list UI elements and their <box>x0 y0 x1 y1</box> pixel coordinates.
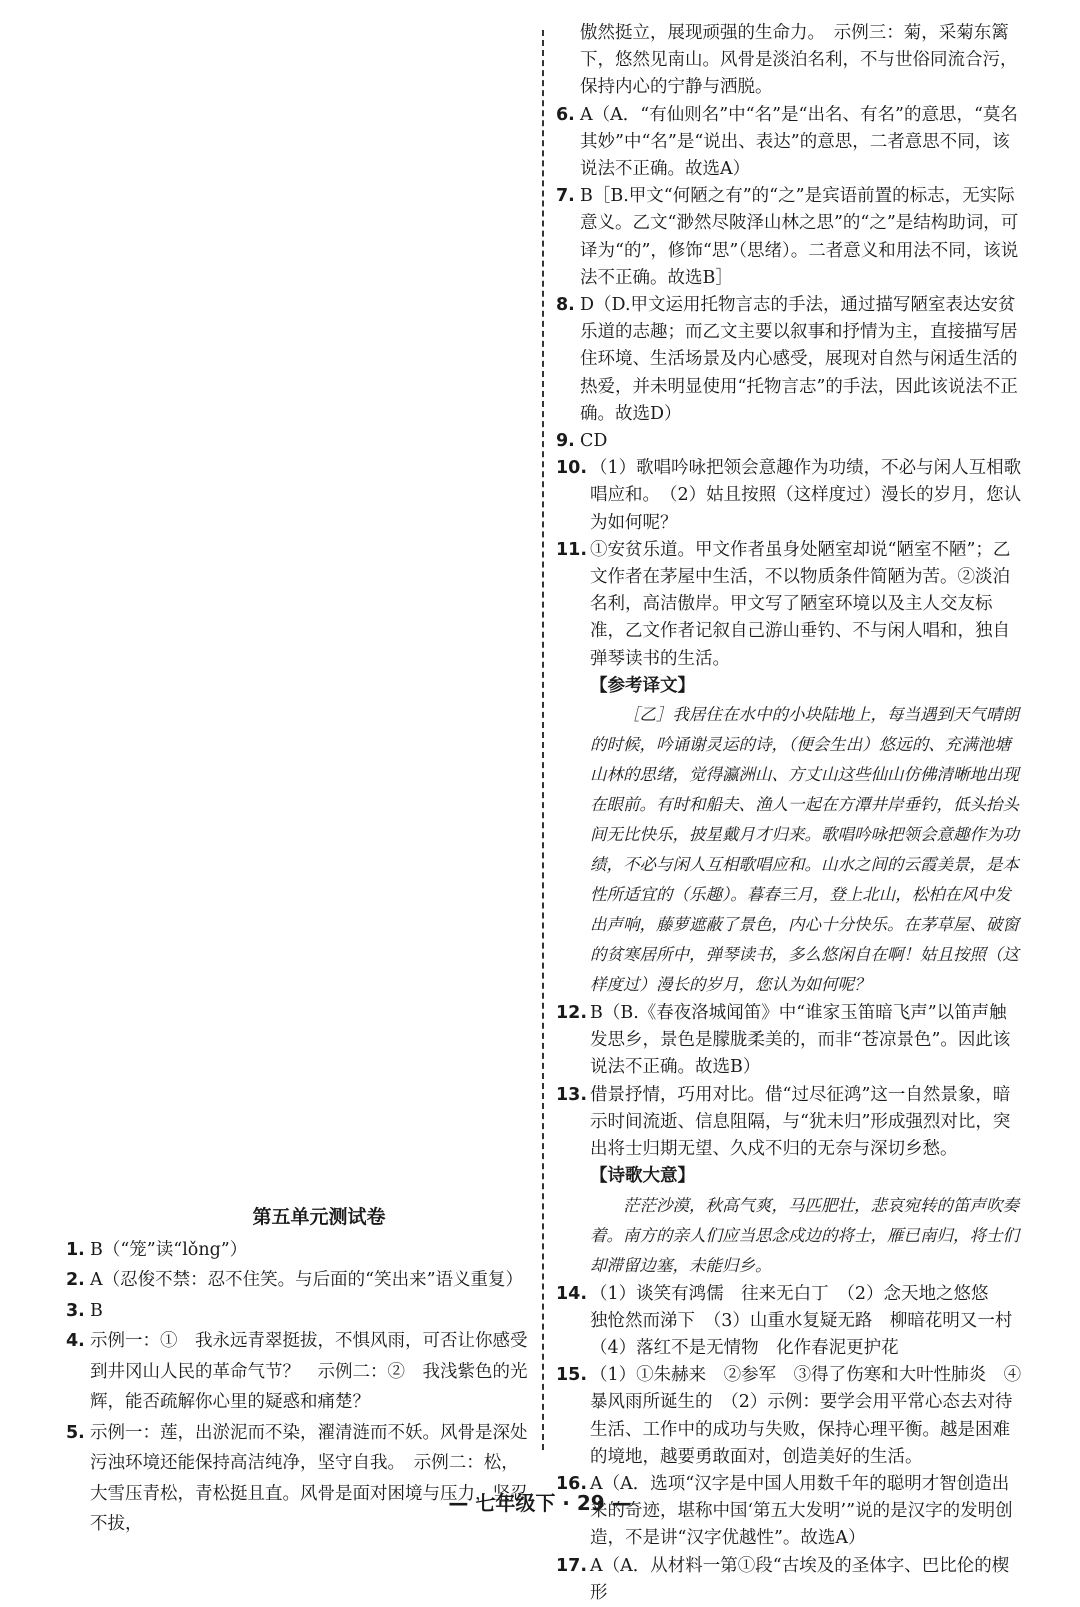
answer-item <box>556 292 1022 428</box>
answer-item <box>66 1418 532 1540</box>
answer-number: 7. <box>556 186 575 207</box>
answer-number: 5. <box>66 1422 85 1443</box>
answer-text: （1）歌唱吟咏把领会意趣作为功绩，不必与闲人互相歌唱应和。 （2）姑且按照（这样度过）漫长的岁月，您认为如何呢？ <box>590 458 1022 533</box>
reference-translation-heading: 【参考译文】 <box>590 675 695 696</box>
poem-meaning-heading: 【诗歌大意】 <box>590 1166 695 1187</box>
answer-text: A（A．“有仙则名”中“名”是“出名、有名”的意思，“莫名其妙”中“名”是“说出、表达”的意思，二者意思不同，该说法不正确。故选A） <box>580 104 1018 180</box>
answer-number: 8. <box>556 295 575 316</box>
answer-item <box>556 428 1022 455</box>
answer-text: A（A．从材料一第①段“古埃及的圣体字、巴比伦的楔形 <box>590 1555 1010 1603</box>
answer-item <box>556 1553 1022 1607</box>
answer-item <box>66 1265 532 1296</box>
answer-text: D（D.甲文运用托物言志的手法，通过描写陋室表达安贫乐道的志趣；而乙文主要以叙事和抒情为主，直接描写居住环境、生活场景及内心感受，展现对自然与闲适生活的热爱，并未明显使用“托物言志”的手法，因此该说法不正确。故选D） <box>580 295 1018 424</box>
answer-number: 11. <box>556 539 588 560</box>
answer-text: B［B.甲文“何陋之有”的“之”是宾语前置的标志，无实际意义。乙文“渺然尽陂泽山林之思”的“之”是结构助词，可译为“的”，修饰“思”（思绪）。二者意义和用法不同，该说法不正确。故选B］ <box>580 186 1019 288</box>
answer-text: CD <box>580 431 608 452</box>
answer-text: B（“笼”读“lǒng”） <box>90 1239 248 1260</box>
reference-translation-text: ［乙］我居住在水中的小块陆地上，每当遇到天气晴朗的时候，吟诵谢灵运的诗，（便会生出）悠远的、充满池塘山林的思绪，觉得瀛洲山、方丈山这些仙山仿佛清晰地出现在眼前。有时和船夫、渔人一起在方潭井岸垂钓，低头抬头间无比快乐，披星戴月才归来。歌唱吟咏把领会意趣作为功绩，不必与闲人互相歌唱应和。山水之间的云霞美景，是本性所适宜的（乐趣）。暮春三月，登上北山，松柏在风中发出声响，藤萝遮蔽了景色，内心十分快乐。在茅草屋、破窗的贫寒居所中，弹琴读书，多么悠闲自在啊！姑且按照（这样度过）漫长的岁月，您认为如何呢？ <box>590 705 1019 995</box>
answer-number: 3. <box>66 1300 85 1321</box>
answer-item <box>556 537 1022 673</box>
answer-text: 借景抒情，巧用对比。借“过尽征鸿”这一自然景象，暗示时间流逝、信息阻隔，与“犹未归”形成强烈对比，突出将士归期无望、久戍不归的无奈与深切乡愁。 <box>590 1084 1011 1160</box>
answer-text: （1）①朱赫来 ②参军 ③得了伤寒和大叶性肺炎 ④暴风雨所诞生的 （2）示例：要学会用平常心态去对待生活、工作中的成功与失败，保持心理平衡。越是困难的境地，越要勇敢面对，创造美好的生活。 <box>590 1365 1022 1467</box>
answer-number: 12. <box>556 1003 588 1024</box>
continuation-body: 傲然挺立，展现顽强的生命力。 示例三：菊，采菊东篱下，悠然见南山。风骨是淡泊名利，不与世俗同流合污，保持内心的宁静与洒脱。 <box>580 23 1018 98</box>
page-footer: — 七年级下 · 29 — <box>448 1491 632 1515</box>
answer-item <box>556 1362 1022 1471</box>
answer-item <box>66 1326 532 1418</box>
answer-number: 10. <box>556 458 588 479</box>
answer-text: B <box>90 1300 103 1321</box>
answer-text: B（B.《春夜洛城闻笛》中“谁家玉笛暗飞声”以笛声触发思乡，景色是朦胧柔美的，而非“苍凉景色”。因此该说法不正确。故选B） <box>590 1003 1011 1078</box>
answer-text: A（忍俊不禁：忍不住笑。与后面的“笑出来”语义重复） <box>90 1270 524 1290</box>
poem-meaning-text: 茫茫沙漠，秋高气爽，马匹肥壮，悲哀宛转的笛声吹奏着。南方的亲人们应当思念戍边的将士，雁已南归，将士们却滞留边塞，未能归乡。 <box>590 1195 1019 1275</box>
continuation-text <box>556 20 1022 102</box>
answer-item <box>66 1235 532 1266</box>
right-column <box>556 20 1030 1607</box>
column-divider <box>542 30 544 1450</box>
section-title: 第五单元测试卷 <box>252 1206 386 1228</box>
answer-text: 示例一：莲，出淤泥而不染，濯清涟而不妖。风骨是深处污浊环境还能保持高洁纯净，坚守自我。 示例二：松，大雪压青松，青松挺且直。风骨是面对困境与压力，坚忍不拔， <box>90 1422 528 1534</box>
answer-number: 17. <box>556 1555 588 1576</box>
answer-number: 14. <box>556 1283 588 1304</box>
answer-item <box>556 1000 1022 1082</box>
answer-number: 6. <box>556 104 575 125</box>
answer-item <box>556 183 1022 292</box>
answer-number: 16. <box>556 1473 588 1494</box>
answer-item <box>556 455 1022 537</box>
answer-text: 示例一：① 我永远青翠挺拔，不惧风雨，可否让你感受到井冈山人民的革命气节？ 示例二：② 我浅紫色的光辉，能否疏解你心里的疑惑和痛楚？ <box>90 1331 528 1412</box>
answer-item <box>556 1082 1022 1164</box>
answer-text: （1）谈笑有鸿儒 往来无白丁 （2）念天地之悠悠 独怆然而涕下 （3）山重水复疑无路 柳暗花明又一村 （4）落红不是无情物 化作春泥更护花 <box>590 1283 1030 1358</box>
answer-number: 2. <box>66 1270 85 1290</box>
answer-item <box>556 102 1022 184</box>
answer-number: 1. <box>66 1239 85 1260</box>
answer-number: 15. <box>556 1365 588 1386</box>
answer-item <box>66 1296 532 1327</box>
answer-text: A（A．选项“汉字是中国人用数千年的聪明才智创造出来的奇迹，堪称中国‘第五大发明’”说的是汉字的发明创造，不是讲“汉字优越性”。故选A） <box>590 1473 1013 1549</box>
answer-number: 9. <box>556 431 575 452</box>
answer-item <box>556 1281 1030 1363</box>
answer-text: ①安贫乐道。甲文作者虽身处陋室却说“陋室不陋”；乙文作者在茅屋中生活，不以物质条件简陋为苦。②淡泊名利，高洁傲岸。甲文写了陋室环境以及主人交友标准，乙文作者记叙自己游山垂钓、不与闲人唱和，独自弹琴读书的生活。 <box>590 539 1011 669</box>
answer-number: 4. <box>66 1331 85 1351</box>
answer-number: 13. <box>556 1084 588 1105</box>
